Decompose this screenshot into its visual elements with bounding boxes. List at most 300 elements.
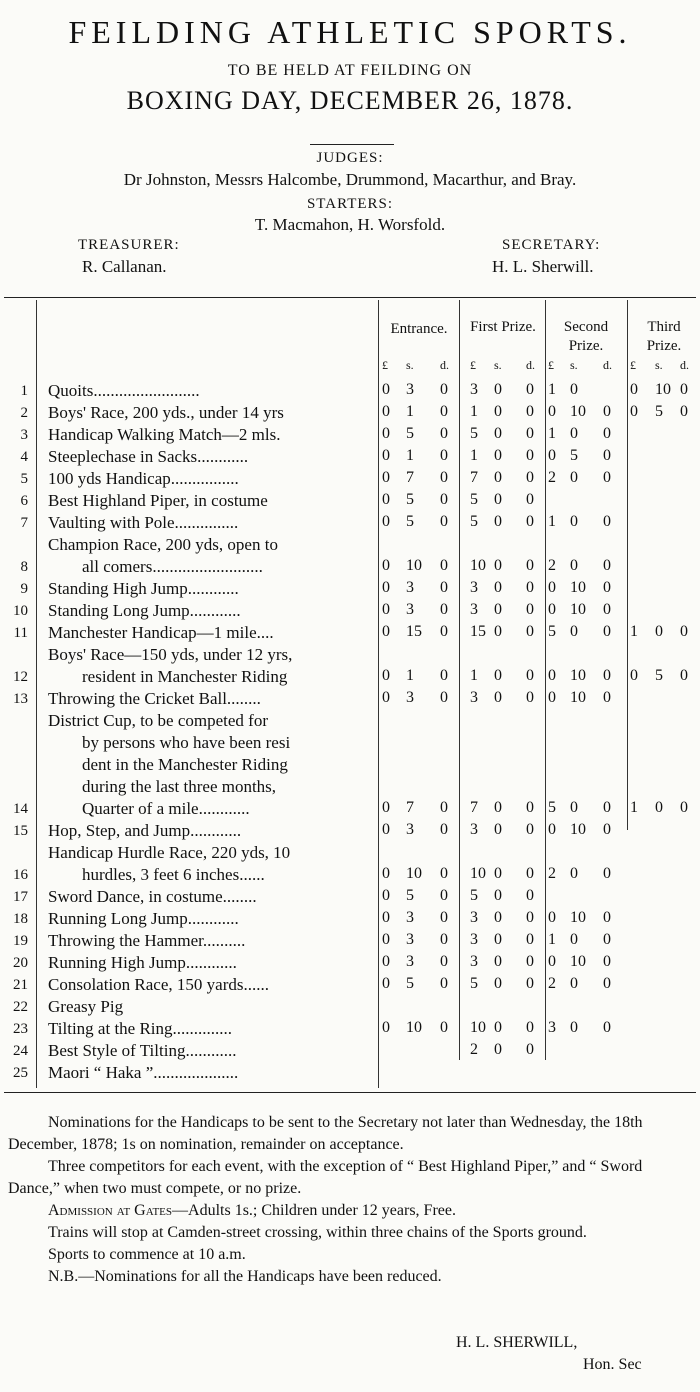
fee-amount: 0 — [382, 975, 390, 992]
second-amount: 10 — [570, 953, 586, 970]
first-amount: 0 — [494, 953, 502, 970]
third-amount: 5 — [655, 403, 663, 420]
first-amount: 1 — [470, 667, 478, 684]
fee-amount: 1 — [406, 667, 414, 684]
second-amount: 0 — [603, 513, 611, 530]
event-number: 16 — [13, 867, 28, 883]
second-amount: 5 — [548, 799, 556, 816]
first-amount: 0 — [494, 403, 502, 420]
unit-shilling: s. — [570, 358, 578, 372]
fee-amount: 0 — [440, 469, 448, 486]
first-amount: 7 — [470, 469, 478, 486]
event-number: 24 — [13, 1043, 28, 1059]
first-amount: 10 — [470, 865, 486, 882]
second-amount: 0 — [603, 601, 611, 618]
second-amount: 0 — [603, 447, 611, 464]
second-amount: 0 — [570, 557, 578, 574]
event-name-line: Champion Race, 200 yds, open to — [48, 535, 278, 554]
second-amount: 0 — [570, 513, 578, 530]
fee-amount: 5 — [406, 491, 414, 508]
fee-amount: 7 — [406, 799, 414, 816]
second-amount: 10 — [570, 403, 586, 420]
second-amount: 2 — [548, 975, 556, 992]
first-amount: 0 — [494, 799, 502, 816]
column-rule — [545, 300, 546, 1060]
column-rule — [459, 300, 460, 1060]
fee-amount: 0 — [440, 953, 448, 970]
second-amount: 0 — [603, 1019, 611, 1036]
second-amount: 2 — [548, 865, 556, 882]
second-amount: 1 — [548, 513, 556, 530]
first-amount: 0 — [494, 579, 502, 596]
second-amount: 0 — [570, 1019, 578, 1036]
second-amount: 0 — [548, 447, 556, 464]
event-name-line: Consolation Race, 150 yards...... — [48, 975, 269, 994]
third-amount: 0 — [655, 623, 663, 640]
first-amount: 3 — [470, 579, 478, 596]
first-amount: 3 — [470, 931, 478, 948]
first-amount: 0 — [526, 1019, 534, 1036]
event-name-line: Vaulting with Pole............... — [48, 513, 239, 532]
event-name-line: Best Style of Tilting............ — [48, 1041, 237, 1060]
fee-amount: 3 — [406, 689, 414, 706]
first-amount: 0 — [526, 469, 534, 486]
second-amount: 10 — [570, 689, 586, 706]
event-name-line: Handicap Walking Match—2 mls. — [48, 425, 281, 444]
event-name-line: Handicap Hurdle Race, 220 yds, 10 — [48, 843, 291, 862]
first-amount: 0 — [526, 491, 534, 508]
second-amount: 0 — [570, 931, 578, 948]
event-name-line: Boys' Race, 200 yds., under 14 yrs — [48, 403, 284, 422]
event-name-line: by persons who have been resi — [82, 733, 291, 752]
fee-amount: 0 — [440, 931, 448, 948]
event-name-line: hurdles, 3 feet 6 inches...... — [82, 865, 265, 884]
second-amount: 0 — [548, 953, 556, 970]
fee-amount: 5 — [406, 513, 414, 530]
first-amount: 1 — [470, 403, 478, 420]
fee-amount: 0 — [382, 403, 390, 420]
header-first-prize: First Prize. — [470, 319, 536, 335]
event-number: 19 — [13, 933, 28, 949]
fee-amount: 3 — [406, 579, 414, 596]
header-third-prize: Third Prize. — [646, 319, 682, 354]
event-name-line: Standing High Jump............ — [48, 579, 239, 598]
event-name-line: Throwing the Hammer.......... — [48, 931, 246, 950]
secretary-label: SECRETARY: — [502, 237, 601, 253]
event-name-line: Quoits......................... — [48, 381, 200, 400]
fee-amount: 0 — [382, 1019, 390, 1036]
first-amount: 5 — [470, 513, 478, 530]
fee-amount: 0 — [440, 689, 448, 706]
fee-amount: 0 — [440, 381, 448, 398]
first-amount: 0 — [526, 887, 534, 904]
second-amount: 10 — [570, 909, 586, 926]
fee-amount: 0 — [440, 601, 448, 618]
fee-amount: 5 — [406, 975, 414, 992]
second-amount: 0 — [548, 821, 556, 838]
first-amount: 15 — [470, 623, 486, 640]
first-amount: 5 — [470, 491, 478, 508]
third-amount: 0 — [680, 381, 688, 398]
fee-amount: 0 — [440, 909, 448, 926]
event-name-line: dent in the Manchester Riding — [82, 755, 288, 774]
second-amount: 0 — [603, 667, 611, 684]
fee-amount: 0 — [440, 425, 448, 442]
first-amount: 3 — [470, 689, 478, 706]
second-amount: 0 — [603, 909, 611, 926]
second-amount: 0 — [548, 601, 556, 618]
first-amount: 0 — [526, 623, 534, 640]
first-amount: 3 — [470, 909, 478, 926]
fee-amount: 3 — [406, 953, 414, 970]
second-amount: 0 — [570, 425, 578, 442]
treasurer-label: TREASURER: — [78, 237, 180, 253]
fee-amount: 0 — [440, 623, 448, 640]
third-amount: 5 — [655, 667, 663, 684]
first-amount: 0 — [494, 381, 502, 398]
fee-amount: 0 — [440, 799, 448, 816]
first-amount: 0 — [526, 975, 534, 992]
fee-amount: 0 — [382, 887, 390, 904]
second-amount: 0 — [570, 381, 578, 398]
fee-amount: 1 — [406, 447, 414, 464]
second-amount: 10 — [570, 821, 586, 838]
event-name-line: Running High Jump............ — [48, 953, 237, 972]
fee-amount: 0 — [440, 491, 448, 508]
notice-nominations: Nominations for the Handicaps to be sent to the Secretary not later than Wednesday, the 18th December, 1878; 1s on nomination, remainder on acceptance. — [8, 1114, 643, 1153]
event-name-line: all comers.......................... — [82, 557, 263, 576]
event-number: 6 — [20, 493, 28, 509]
fee-amount: 3 — [406, 601, 414, 618]
first-amount: 0 — [526, 909, 534, 926]
signature-name: H. L. SHERWILL, — [456, 1334, 578, 1351]
column-rule — [627, 300, 628, 830]
second-amount: 0 — [603, 557, 611, 574]
event-number: 13 — [13, 691, 28, 707]
event-name-line: Quarter of a mile............ — [82, 799, 250, 818]
fee-amount: 0 — [382, 425, 390, 442]
unit-pound: £ — [470, 358, 476, 372]
fee-amount: 0 — [440, 667, 448, 684]
fee-amount: 10 — [406, 1019, 422, 1036]
second-amount: 1 — [548, 425, 556, 442]
treasurer-name: R. Callanan. — [82, 257, 167, 276]
first-amount: 5 — [470, 975, 478, 992]
fee-amount: 0 — [382, 953, 390, 970]
first-amount: 10 — [470, 1019, 486, 1036]
second-amount: 0 — [603, 821, 611, 838]
event-number: 2 — [20, 405, 28, 421]
second-amount: 2 — [548, 557, 556, 574]
fee-amount: 0 — [382, 623, 390, 640]
event-name-line: Best Highland Piper, in costume — [48, 491, 268, 510]
second-amount: 0 — [603, 403, 611, 420]
first-amount: 0 — [526, 799, 534, 816]
event-number: 4 — [20, 449, 28, 465]
second-amount: 1 — [548, 381, 556, 398]
fee-amount: 0 — [440, 887, 448, 904]
first-amount: 0 — [526, 579, 534, 596]
first-amount: 0 — [494, 821, 502, 838]
first-amount: 3 — [470, 601, 478, 618]
second-amount: 0 — [603, 931, 611, 948]
event-number: 22 — [13, 999, 28, 1015]
first-amount: 0 — [494, 513, 502, 530]
judges-label: JUDGES: — [316, 150, 384, 166]
event-name-line: Tilting at the Ring.............. — [48, 1019, 233, 1038]
event-name-line: District Cup, to be competed for — [48, 711, 269, 730]
first-amount: 0 — [494, 689, 502, 706]
event-number: 23 — [13, 1021, 28, 1037]
event-number: 17 — [13, 889, 28, 905]
event-number: 21 — [13, 977, 28, 993]
first-amount: 0 — [494, 491, 502, 508]
starters-label: STARTERS: — [306, 196, 394, 212]
event-number: 14 — [13, 801, 28, 817]
notice-trains: Trains will stop at Camden-street crossing, within three chains of the Sports ground. — [48, 1224, 587, 1241]
fee-amount: 1 — [406, 403, 414, 420]
first-amount: 0 — [526, 1041, 534, 1058]
third-amount: 0 — [680, 799, 688, 816]
event-name-line: Sword Dance, in costume........ — [48, 887, 257, 906]
first-amount: 0 — [494, 601, 502, 618]
admission-text: —Adults 1s.; Children under 12 years, Free. — [172, 1202, 456, 1219]
event-number: 3 — [20, 427, 28, 443]
second-amount: 0 — [603, 953, 611, 970]
second-amount: 0 — [570, 865, 578, 882]
unit-pence: d. — [440, 358, 449, 372]
first-amount: 0 — [526, 403, 534, 420]
event-number: 8 — [20, 559, 28, 575]
second-amount: 0 — [548, 909, 556, 926]
second-amount: 0 — [548, 667, 556, 684]
fee-amount: 0 — [440, 403, 448, 420]
notice-competitors: Three competitors for each event, with the exception of “ Best Highland Piper,” and “ Sword Dance,” when two must compete, or no prize. — [8, 1158, 643, 1197]
column-rule — [36, 300, 37, 1088]
event-name-line: 100 yds Handicap................ — [48, 469, 239, 488]
event-number: 1 — [20, 383, 28, 399]
fee-amount: 0 — [382, 557, 390, 574]
second-amount: 2 — [548, 469, 556, 486]
second-amount: 0 — [603, 425, 611, 442]
first-amount: 10 — [470, 557, 486, 574]
unit-pound: £ — [382, 358, 388, 372]
third-amount: 1 — [630, 623, 638, 640]
event-name-line: Standing Long Jump............ — [48, 601, 241, 620]
unit-shilling: s. — [655, 358, 663, 372]
second-amount: 10 — [570, 667, 586, 684]
notice-start-time: Sports to commence at 10 a.m. — [48, 1246, 246, 1263]
event-name-line: Greasy Pig — [48, 997, 124, 1016]
fee-amount: 0 — [382, 909, 390, 926]
fee-amount: 5 — [406, 425, 414, 442]
first-amount: 0 — [526, 513, 534, 530]
first-amount: 0 — [494, 667, 502, 684]
first-amount: 0 — [494, 887, 502, 904]
second-amount: 10 — [570, 601, 586, 618]
admission-caps: Admission at Gates — [48, 1202, 173, 1219]
second-amount: 0 — [603, 689, 611, 706]
event-name-line: Steeplechase in Sacks............ — [48, 447, 249, 466]
first-amount: 0 — [526, 931, 534, 948]
fee-amount: 0 — [440, 821, 448, 838]
second-amount: 0 — [603, 975, 611, 992]
divider — [310, 144, 394, 145]
fee-amount: 3 — [406, 931, 414, 948]
fee-amount: 0 — [382, 689, 390, 706]
event-number: 5 — [20, 471, 28, 487]
first-amount: 0 — [526, 667, 534, 684]
first-amount: 7 — [470, 799, 478, 816]
second-amount: 10 — [570, 579, 586, 596]
column-rule — [378, 300, 379, 1088]
first-amount: 0 — [494, 469, 502, 486]
first-amount: 0 — [494, 1019, 502, 1036]
page-title: FEILDING ATHLETIC SPORTS. — [68, 14, 632, 50]
first-amount: 0 — [494, 931, 502, 948]
starters-names: T. Macmahon, H. Worsfold. — [254, 215, 446, 234]
event-name-line: Running Long Jump............ — [48, 909, 239, 928]
third-amount: 0 — [680, 403, 688, 420]
fee-amount: 0 — [382, 931, 390, 948]
third-amount: 0 — [630, 667, 638, 684]
event-name-line: Throwing the Cricket Ball........ — [48, 689, 261, 708]
first-amount: 5 — [470, 887, 478, 904]
fee-amount: 0 — [440, 579, 448, 596]
first-amount: 3 — [470, 381, 478, 398]
event-date: BOXING DAY, DECEMBER 26, 1878. — [126, 86, 574, 115]
first-amount: 0 — [494, 425, 502, 442]
fee-amount: 3 — [406, 821, 414, 838]
fee-amount: 0 — [382, 491, 390, 508]
second-amount: 5 — [548, 623, 556, 640]
second-amount: 0 — [603, 623, 611, 640]
third-amount: 1 — [630, 799, 638, 816]
fee-amount: 0 — [382, 381, 390, 398]
fee-amount: 0 — [382, 821, 390, 838]
judges-names: Dr Johnston, Messrs Halcombe, Drummond, Macarthur, and Bray. — [123, 170, 577, 189]
second-amount: 0 — [548, 403, 556, 420]
unit-shilling: s. — [494, 358, 502, 372]
first-amount: 0 — [526, 447, 534, 464]
fee-amount: 0 — [382, 447, 390, 464]
third-amount: 0 — [630, 403, 638, 420]
second-amount: 0 — [603, 865, 611, 882]
event-number: 12 — [13, 669, 28, 685]
fee-amount: 0 — [382, 513, 390, 530]
notice-nb: N.B.—Nominations for all the Handicaps have been reduced. — [48, 1268, 442, 1285]
first-amount: 1 — [470, 447, 478, 464]
unit-pound: £ — [548, 358, 554, 372]
event-number: 10 — [13, 603, 28, 619]
fee-amount: 0 — [382, 865, 390, 882]
third-amount: 0 — [655, 799, 663, 816]
notice-admission — [8, 1200, 696, 1222]
fee-amount: 10 — [406, 557, 422, 574]
event-number: 11 — [13, 625, 28, 641]
fee-amount: 0 — [440, 865, 448, 882]
first-amount: 0 — [494, 909, 502, 926]
fee-amount: 0 — [440, 1019, 448, 1036]
second-amount: 0 — [570, 975, 578, 992]
first-amount: 0 — [526, 953, 534, 970]
first-amount: 0 — [526, 381, 534, 398]
fee-amount: 0 — [382, 667, 390, 684]
first-amount: 3 — [470, 821, 478, 838]
third-amount: 10 — [655, 381, 671, 398]
second-amount: 0 — [603, 579, 611, 596]
second-amount: 0 — [570, 469, 578, 486]
first-amount: 0 — [494, 447, 502, 464]
first-amount: 0 — [526, 689, 534, 706]
fee-amount: 3 — [406, 909, 414, 926]
fee-amount: 10 — [406, 865, 422, 882]
unit-pence: d. — [680, 358, 689, 372]
subtitle: TO BE HELD AT FEILDING ON — [227, 62, 473, 79]
fee-amount: 0 — [440, 557, 448, 574]
event-number: 15 — [13, 823, 28, 839]
unit-pound: £ — [630, 358, 636, 372]
fee-amount: 5 — [406, 887, 414, 904]
event-name-line: resident in Manchester Riding — [82, 667, 288, 686]
second-amount: 0 — [603, 469, 611, 486]
first-amount: 0 — [526, 865, 534, 882]
first-amount: 0 — [526, 821, 534, 838]
event-number: 20 — [13, 955, 28, 971]
second-amount: 0 — [570, 799, 578, 816]
second-amount: 0 — [570, 623, 578, 640]
second-amount: 1 — [548, 931, 556, 948]
event-number: 7 — [20, 515, 28, 531]
first-amount: 0 — [494, 557, 502, 574]
second-amount: 5 — [570, 447, 578, 464]
event-number: 18 — [13, 911, 28, 927]
unit-pence: d. — [526, 358, 535, 372]
header-second-prize: Second Prize. — [563, 319, 609, 354]
first-amount: 0 — [494, 865, 502, 882]
event-name-line: Hop, Step, and Jump............ — [48, 821, 242, 840]
event-name-line: during the last three months, — [82, 777, 277, 796]
fee-amount: 0 — [382, 601, 390, 618]
secretary-name: H. L. Sherwill. — [492, 257, 594, 276]
event-name-line: Manchester Handicap—1 mile.... — [48, 623, 274, 642]
fee-amount: 0 — [440, 513, 448, 530]
third-amount: 0 — [680, 623, 688, 640]
fee-amount: 0 — [382, 579, 390, 596]
second-amount: 0 — [548, 579, 556, 596]
notices — [8, 1112, 696, 1288]
third-amount: 0 — [680, 667, 688, 684]
first-amount: 0 — [494, 623, 502, 640]
header-entrance: Entrance. — [390, 321, 448, 337]
first-amount: 5 — [470, 425, 478, 442]
fee-amount: 15 — [406, 623, 422, 640]
fee-amount: 0 — [382, 799, 390, 816]
second-amount: 3 — [548, 1019, 556, 1036]
fee-amount: 0 — [440, 447, 448, 464]
fee-amount: 3 — [406, 381, 414, 398]
event-name-line: Boys' Race—150 yds, under 12 yrs, — [48, 645, 293, 664]
first-amount: 0 — [526, 425, 534, 442]
first-amount: 0 — [526, 557, 534, 574]
first-amount: 0 — [494, 975, 502, 992]
second-amount: 0 — [548, 689, 556, 706]
unit-pence: d. — [603, 358, 612, 372]
fee-amount: 0 — [440, 975, 448, 992]
first-amount: 2 — [470, 1041, 478, 1058]
third-amount: 0 — [630, 381, 638, 398]
event-name-line: Maori “ Haka ”.................... — [48, 1063, 239, 1082]
